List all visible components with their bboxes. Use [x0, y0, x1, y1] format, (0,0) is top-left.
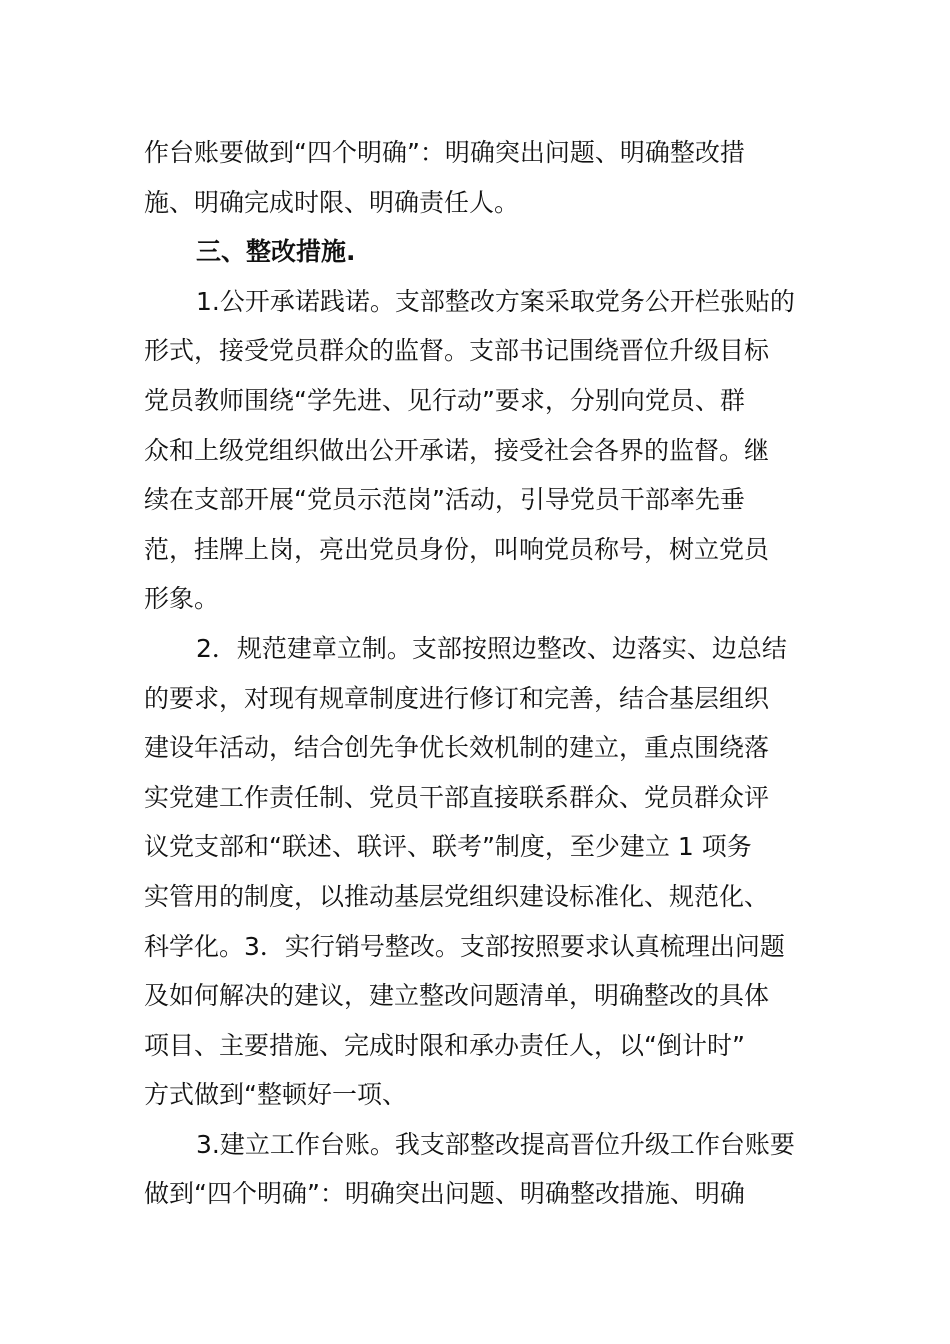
text-line: 项目、主要措施、完成时限和承办责任人，以“倒计时”: [144, 1030, 745, 1060]
text-line: 做到“四个明确”：明确突出问题、明确整改措施、明确: [144, 1179, 745, 1209]
text-line: 续在支部开展“党员示范岗”活动，引导党员干部率先垂: [144, 485, 745, 515]
section-heading: 三、整改措施.: [196, 237, 356, 267]
text-line: 实管用的制度，以推动基层党组织建设标准化、规范化、: [144, 881, 770, 911]
text-line: 施、明确完成时限、明确责任人。: [144, 187, 520, 217]
text-line: 方式做到“整顿好一项、: [144, 1080, 407, 1110]
text-line: 作台账要做到“四个明确”：明确突出问题、明确整改措: [144, 138, 745, 167]
text-line: 3.建立工作台账。我支部整改提高晋位升级工作台账要: [196, 1129, 795, 1159]
body-text: [144, 128, 808, 1219]
text-line: 1.公开承诺践诺。支部整改方案采取党务公开栏张贴的: [196, 286, 795, 316]
text-line: 党员教师围绕“学先进、见行动”要求，分别向党员、群: [144, 385, 745, 415]
text-line: 科学化。3．实行销号整改。支部按照要求认真梳理出问题: [144, 931, 785, 961]
text-line: 及如何解决的建议，建立整改问题清单，明确整改的具体: [144, 981, 770, 1011]
text-line: 形式，接受党员群众的监督。支部书记围绕晋位升级目标: [144, 336, 770, 366]
text-line: 议党支部和“联述、联评、联考”制度，至少建立 1 项务: [144, 832, 752, 862]
text-line: 建设年活动，结合创先争优长效机制的建立，重点围绕落: [144, 733, 770, 763]
text-line: 实党建工作责任制、党员干部直接联系群众、党员群众评: [144, 782, 770, 812]
text-line: 的要求，对现有规章制度进行修订和完善，结合基层组织: [144, 683, 770, 713]
text-line: 形象。: [144, 584, 220, 614]
text-line: 2．规范建章立制。支部按照边整改、边落实、边总结: [196, 633, 787, 663]
text-line: 众和上级党组织做出公开承诺，接受社会各界的监督。继: [144, 435, 770, 465]
text-line: 范，挂牌上岗，亮出党员身份，叫响党员称号，树立党员: [144, 534, 770, 564]
